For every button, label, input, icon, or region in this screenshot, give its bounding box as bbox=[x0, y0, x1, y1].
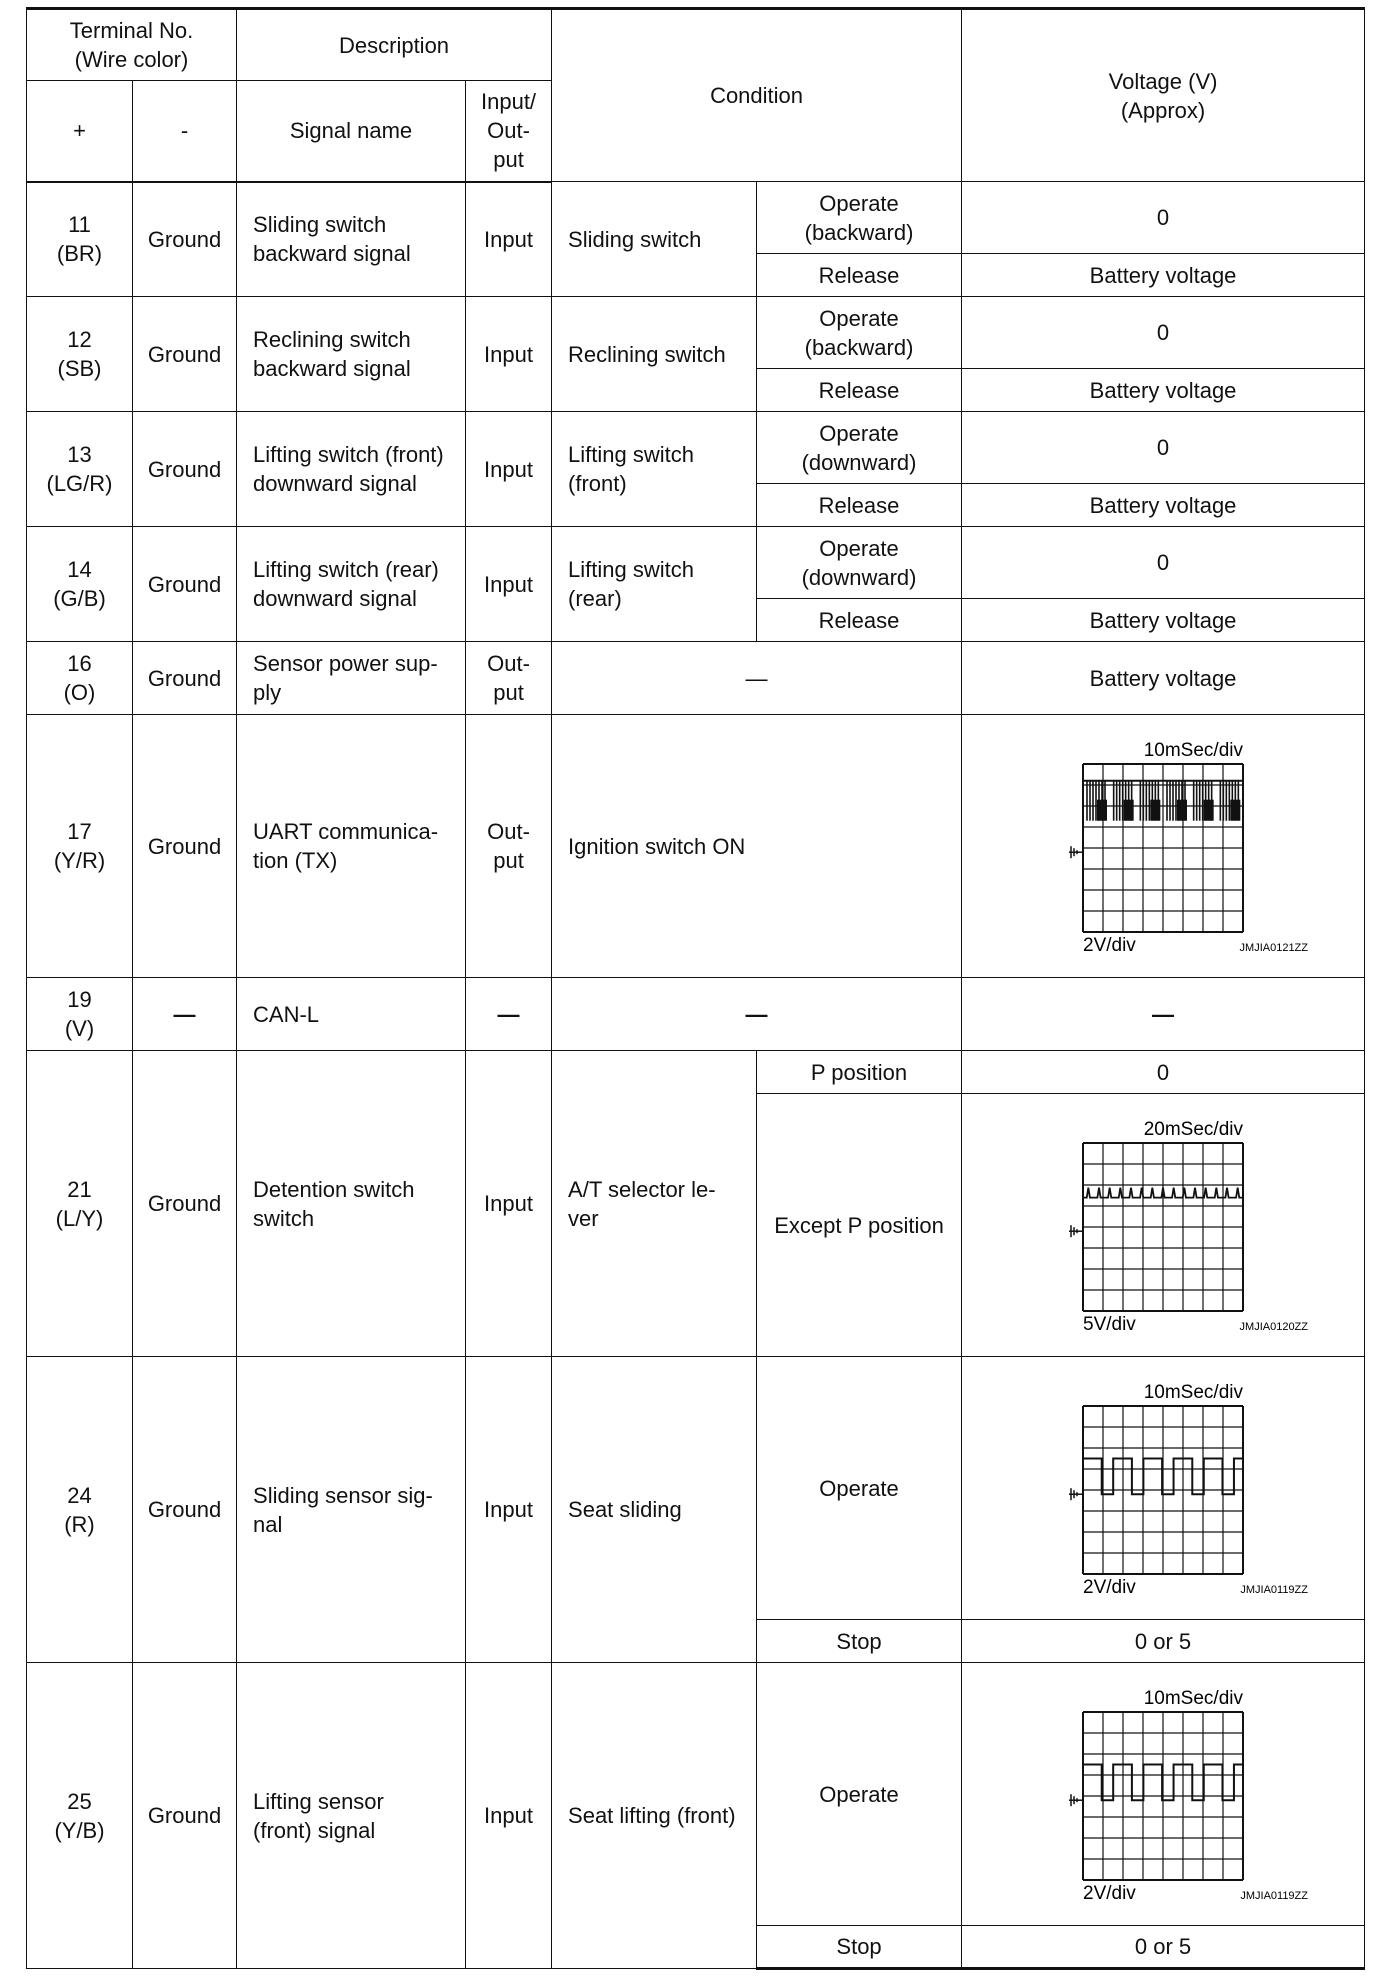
sub-condition-cell: Stop bbox=[757, 1926, 962, 1969]
sub-condition-cell: Release bbox=[757, 599, 962, 642]
io-cell: Input bbox=[466, 1663, 552, 1969]
signal-name-cell: UART communica- tion (TX) bbox=[237, 715, 466, 978]
ground-cell: Ground bbox=[133, 297, 237, 412]
oscilloscope-waveform-lifting-sensor bbox=[1013, 1682, 1313, 1907]
condition-cell: Ignition switch ON bbox=[552, 715, 962, 978]
terminal-cell: 19 (V) bbox=[27, 978, 133, 1051]
ground-cell: Ground bbox=[133, 1051, 237, 1357]
voltage-cell: Battery voltage bbox=[962, 484, 1365, 527]
ground-cell: — bbox=[133, 978, 237, 1051]
sub-condition-cell: Operate (downward) bbox=[757, 527, 962, 599]
signal-name-cell: Sensor power sup- ply bbox=[237, 642, 466, 715]
scope-grid bbox=[1083, 1143, 1243, 1311]
ground-cell: Ground bbox=[133, 1357, 237, 1663]
signal-name-cell: Sliding switch backward signal bbox=[237, 182, 466, 297]
io-cell: Input bbox=[466, 182, 552, 297]
sub-condition-cell: Operate (backward) bbox=[757, 182, 962, 254]
io-cell: Out- put bbox=[466, 715, 552, 978]
io-cell: Input bbox=[466, 1051, 552, 1357]
signal-name-cell: Reclining switch backward signal bbox=[237, 297, 466, 412]
figure-code-label: JMJIA0120ZZ bbox=[1239, 1320, 1309, 1333]
signal-name-cell: Lifting switch (rear) downward signal bbox=[237, 527, 466, 642]
sub-condition-cell: Release bbox=[757, 484, 962, 527]
ground-cell: Ground bbox=[133, 182, 237, 297]
voltage-cell: 0 or 5 bbox=[962, 1620, 1365, 1663]
terminal-cell: 21 (L/Y) bbox=[27, 1051, 133, 1357]
terminal-cell: 24 (R) bbox=[27, 1357, 133, 1663]
condition-cell: Lifting switch (front) bbox=[552, 412, 757, 527]
ground-symbol-icon bbox=[1069, 1794, 1083, 1806]
terminal-cell: 14 (G/B) bbox=[27, 527, 133, 642]
sub-condition-cell: Operate bbox=[757, 1357, 962, 1620]
scale-label: 2V/div bbox=[1083, 1576, 1136, 1598]
ground-cell: Ground bbox=[133, 412, 237, 527]
oscilloscope-waveform-detention bbox=[1013, 1113, 1313, 1338]
voltage-cell: Battery voltage bbox=[962, 254, 1365, 297]
terminal-cell: 12 (SB) bbox=[27, 297, 133, 412]
header-signal-name: Signal name bbox=[237, 81, 466, 182]
ground-cell: Ground bbox=[133, 642, 237, 715]
signal-name-cell: Detention switch switch bbox=[237, 1051, 466, 1357]
timebase-label: 10mSec/div bbox=[1143, 1687, 1244, 1709]
scope-grid bbox=[1083, 764, 1243, 932]
condition-cell: — bbox=[552, 642, 962, 715]
waveform-trace bbox=[1083, 1764, 1243, 1800]
header-plus: + bbox=[27, 81, 133, 182]
sub-condition-cell: Operate (backward) bbox=[757, 297, 962, 369]
io-cell: Out- put bbox=[466, 642, 552, 715]
signal-name-cell: Lifting switch (front) downward signal bbox=[237, 412, 466, 527]
timebase-label: 10mSec/div bbox=[1143, 1381, 1244, 1403]
waveform-cell bbox=[962, 715, 1365, 978]
sub-condition-cell: Release bbox=[757, 254, 962, 297]
io-cell: Input bbox=[466, 527, 552, 642]
waveform-trace bbox=[1083, 1458, 1243, 1494]
header-terminal-no: Terminal No. (Wire color) bbox=[27, 9, 237, 81]
io-cell: — bbox=[466, 978, 552, 1051]
header-condition: Condition bbox=[552, 9, 962, 182]
sub-condition-cell: P position bbox=[757, 1051, 962, 1094]
header-description: Description bbox=[237, 9, 552, 81]
timebase-label: 10mSec/div bbox=[1143, 739, 1244, 761]
terminal-cell: 25 (Y/B) bbox=[27, 1663, 133, 1969]
voltage-cell: Battery voltage bbox=[962, 642, 1365, 715]
condition-cell: A/T selector le- ver bbox=[552, 1051, 757, 1357]
header-io: Input/ Out- put bbox=[466, 81, 552, 182]
terminal-cell: 11 (BR) bbox=[27, 182, 133, 297]
signal-name-cell: Lifting sensor (front) signal bbox=[237, 1663, 466, 1969]
voltage-cell: 0 bbox=[962, 182, 1365, 254]
io-cell: Input bbox=[466, 1357, 552, 1663]
waveform-cell bbox=[962, 1663, 1365, 1926]
signal-name-cell: Sliding sensor sig- nal bbox=[237, 1357, 466, 1663]
sub-condition-cell: Operate bbox=[757, 1663, 962, 1926]
voltage-cell: — bbox=[962, 978, 1365, 1051]
scale-label: 5V/div bbox=[1083, 1313, 1136, 1335]
figure-code-label: JMJIA0119ZZ bbox=[1240, 1889, 1309, 1902]
header-minus: - bbox=[133, 81, 237, 182]
voltage-cell: 0 bbox=[962, 412, 1365, 484]
condition-cell: — bbox=[552, 978, 962, 1051]
voltage-cell: 0 bbox=[962, 527, 1365, 599]
voltage-cell: 0 bbox=[962, 297, 1365, 369]
header-voltage: Voltage (V) (Approx) bbox=[962, 9, 1365, 182]
terminal-cell: 16 (O) bbox=[27, 642, 133, 715]
ground-symbol-icon bbox=[1069, 846, 1083, 858]
ground-symbol-icon bbox=[1069, 1488, 1083, 1500]
io-cell: Input bbox=[466, 412, 552, 527]
terminal-cell: 17 (Y/R) bbox=[27, 715, 133, 978]
voltage-cell: Battery voltage bbox=[962, 599, 1365, 642]
voltage-cell: 0 bbox=[962, 1051, 1365, 1094]
sub-condition-cell: Operate (downward) bbox=[757, 412, 962, 484]
figure-code-label: JMJIA0121ZZ bbox=[1239, 941, 1309, 954]
sub-condition-cell: Stop bbox=[757, 1620, 962, 1663]
sub-condition-cell: Release bbox=[757, 369, 962, 412]
signal-name-cell: CAN-L bbox=[237, 978, 466, 1051]
oscilloscope-waveform-sliding-sensor bbox=[1013, 1376, 1313, 1601]
timebase-label: 20mSec/div bbox=[1143, 1118, 1244, 1140]
figure-code-label: JMJIA0119ZZ bbox=[1240, 1583, 1309, 1596]
ground-cell: Ground bbox=[133, 715, 237, 978]
io-cell: Input bbox=[466, 297, 552, 412]
condition-cell: Seat lifting (front) bbox=[552, 1663, 757, 1969]
condition-cell: Sliding switch bbox=[552, 182, 757, 297]
scale-label: 2V/div bbox=[1083, 934, 1136, 956]
waveform-cell bbox=[962, 1357, 1365, 1620]
condition-cell: Reclining switch bbox=[552, 297, 757, 412]
voltage-cell: 0 or 5 bbox=[962, 1926, 1365, 1969]
waveform-cell bbox=[962, 1094, 1365, 1357]
terminal-inspection-table bbox=[26, 7, 1365, 1970]
condition-cell: Lifting switch (rear) bbox=[552, 527, 757, 642]
scale-label: 2V/div bbox=[1083, 1882, 1136, 1904]
oscilloscope-waveform-uart bbox=[1013, 734, 1313, 959]
voltage-cell: Battery voltage bbox=[962, 369, 1365, 412]
ground-cell: Ground bbox=[133, 1663, 237, 1969]
ground-symbol-icon bbox=[1069, 1225, 1083, 1237]
ground-cell: Ground bbox=[133, 527, 237, 642]
terminal-cell: 13 (LG/R) bbox=[27, 412, 133, 527]
condition-cell: Seat sliding bbox=[552, 1357, 757, 1663]
sub-condition-cell: Except P position bbox=[757, 1094, 962, 1357]
